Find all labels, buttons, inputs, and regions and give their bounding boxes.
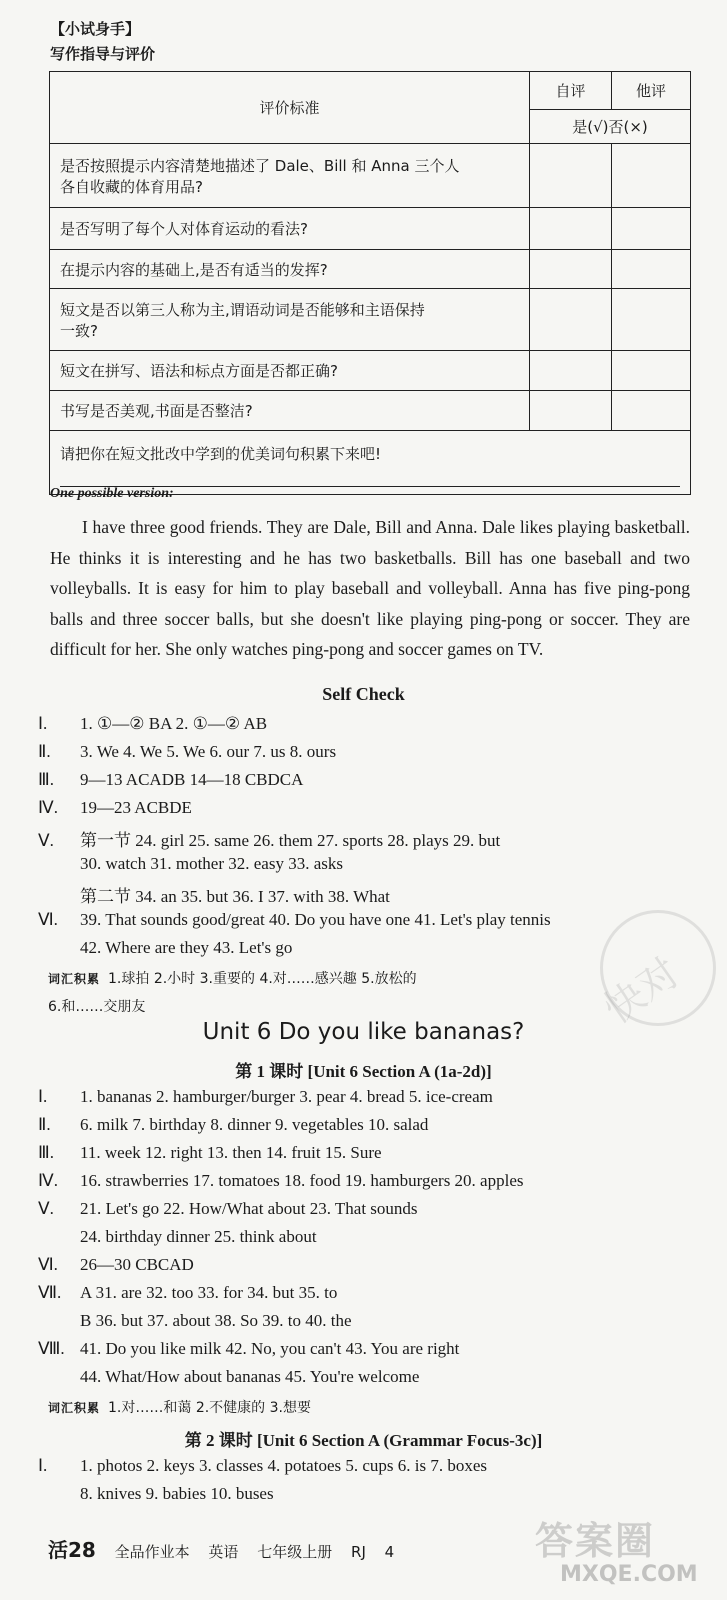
criterion-text: 各自收藏的体育用品?: [60, 177, 203, 196]
answer-row-continued: 44. What/How about bananas 45. You're welcome: [80, 1367, 420, 1386]
answer-text: 21. Let's go 22. How/What about 23. That sounds: [80, 1199, 418, 1218]
evaluation-table: [49, 71, 691, 495]
row-number: Ⅱ.: [38, 1115, 51, 1134]
self-eval-cell[interactable]: [530, 208, 612, 250]
answer-row: [38, 1171, 524, 1191]
section-label-writing-guide: 写作指导与评价: [50, 45, 156, 63]
self-eval-cell[interactable]: [530, 250, 612, 289]
answer-row-continued: 24. birthday dinner 25. think about: [80, 1227, 317, 1246]
answer-row: [38, 826, 500, 851]
answer-text: 9—13 ACADB 14—18 CBDCA: [80, 770, 304, 789]
watermark-logo: 答案圈: [535, 1519, 656, 1563]
answer-text: 1. ①—② BA 2. ①—② AB: [80, 714, 268, 733]
table-row: [50, 208, 691, 250]
grade-label: 七年级上册: [257, 1543, 333, 1561]
self-eval-header: 自评: [530, 72, 612, 110]
answer-text: 16. strawberries 17. tomatoes 18. food 19. hamburgers 20. apples: [80, 1171, 524, 1190]
answer-text: 3. We 4. We 5. We 6. our 7. us 8. ours: [80, 742, 337, 761]
peer-eval-cell[interactable]: [612, 391, 691, 431]
table-row: [50, 351, 691, 391]
answer-row: [38, 1115, 428, 1135]
row-number: Ⅵ.: [38, 910, 58, 929]
unit-title: Unit 6 Do you like bananas?: [202, 1019, 525, 1045]
peer-eval-cell[interactable]: [612, 208, 691, 250]
answer-row: [38, 1456, 487, 1476]
self-eval-cell[interactable]: [530, 391, 612, 431]
edition-label: RJ: [351, 1543, 366, 1561]
answer-row: [38, 742, 336, 762]
criterion-text: 是否写明了每个人对体育运动的看法?: [50, 208, 530, 250]
answer-row-continued: B 36. but 37. about 38. So 39. to 40. the: [80, 1311, 352, 1330]
table-row: [50, 391, 691, 431]
answer-row: [38, 770, 303, 790]
page-footer: [48, 1534, 408, 1563]
vocab-row-continued: 6.和……交朋友: [48, 999, 146, 1015]
criterion-text: 是否按照提示内容清楚地描述了 Dale、Bill 和 Anna 三个人: [60, 156, 460, 175]
self-eval-cell[interactable]: [530, 351, 612, 391]
table-row: [50, 144, 691, 208]
watermark-site: MXQE.COM: [560, 1562, 698, 1587]
answer-text: 26—30 CBCAD: [80, 1255, 194, 1274]
self-eval-cell[interactable]: [530, 289, 612, 351]
row-number: Ⅰ.: [38, 1087, 48, 1106]
answer-text: 41. Do you like milk 42. No, you can't 43. You are right: [80, 1339, 460, 1358]
criterion-text: 在提示内容的基础上,是否有适当的发挥?: [50, 250, 530, 289]
notes-prompt: 请把你在短文批改中学到的优美词句积累下来吧!: [60, 445, 382, 463]
answer-row: [38, 1087, 493, 1107]
row-number: Ⅷ.: [38, 1339, 65, 1358]
peer-eval-header: 他评: [612, 72, 691, 110]
row-number: Ⅵ.: [38, 1255, 58, 1274]
answer-row: [38, 798, 192, 818]
row-number: Ⅰ.: [38, 714, 48, 733]
answer-row: [38, 910, 551, 930]
notes-cell: [50, 431, 691, 495]
volume-number: 4: [384, 1543, 395, 1561]
peer-eval-cell[interactable]: [612, 250, 691, 289]
answer-row: [38, 714, 267, 734]
book-title: 全品作业本: [114, 1543, 190, 1561]
row-number: Ⅳ.: [38, 798, 58, 817]
answer-row-continued: 30. watch 31. mother 32. easy 33. asks: [80, 854, 343, 873]
row-number: Ⅶ.: [38, 1283, 62, 1302]
answer-text: 39. That sounds good/great 40. Do you have one 41. Let's play tennis: [80, 910, 551, 929]
lesson-title: 第 2 课时 [Unit 6 Section A (Grammar Focus-3c)]: [184, 1431, 543, 1450]
answer-text: 第一节 24. girl 25. same 26. them 27. sports 28. plays 29. but: [80, 831, 501, 850]
essay-label: One possible version:: [50, 486, 174, 501]
vocab-tag: 词汇积累: [48, 1401, 101, 1415]
peer-eval-cell[interactable]: [612, 289, 691, 351]
table-row: [50, 289, 691, 351]
lesson-title: 第 1 课时 [Unit 6 Section A (1a-2d)]: [235, 1062, 492, 1081]
answer-row: [38, 1199, 418, 1219]
row-number: Ⅲ.: [38, 770, 54, 789]
answer-row-continued: 42. Where are they 43. Let's go: [80, 938, 293, 957]
watermark-text: 快对: [596, 949, 688, 1034]
row-number: Ⅳ.: [38, 1171, 58, 1190]
answer-text: A 31. are 32. too 33. for 34. but 35. to: [80, 1283, 338, 1302]
row-number: Ⅴ.: [38, 831, 54, 850]
page-number: 活28: [48, 1538, 96, 1562]
answer-row: [38, 1283, 337, 1303]
criteria-header: 评价标准: [50, 72, 530, 144]
vocab-text: 1.球拍 2.小时 3.重要的 4.对……感兴趣 5.放松的: [108, 971, 417, 987]
answer-row-continued: 8. knives 9. babies 10. buses: [80, 1484, 274, 1503]
self-check-title: Self Check: [322, 684, 405, 704]
peer-eval-cell[interactable]: [612, 351, 691, 391]
criterion-text: 短文在拼写、语法和标点方面是否都正确?: [50, 351, 530, 391]
row-number: Ⅲ.: [38, 1143, 54, 1162]
answer-row: [38, 1255, 194, 1275]
answer-text: 11. week 12. right 13. then 14. fruit 15. Sure: [80, 1143, 382, 1162]
subject-label: 英语: [208, 1543, 239, 1561]
section-label-try: 【小试身手】: [50, 20, 141, 38]
answer-row-continued: 第二节 34. an 35. but 36. I 37. with 38. What: [80, 887, 390, 906]
answer-text: 1. bananas 2. hamburger/burger 3. pear 4. bread 5. ice-cream: [80, 1087, 493, 1106]
peer-eval-cell[interactable]: [612, 144, 691, 208]
answer-row: [38, 1339, 459, 1359]
vocab-row: [48, 968, 417, 988]
criterion-text: 书写是否美观,书面是否整洁?: [50, 391, 530, 431]
answer-text: 1. photos 2. keys 3. classes 4. potatoes 5. cups 6. is 7. boxes: [80, 1456, 488, 1475]
row-number: Ⅱ.: [38, 742, 51, 761]
table-row: [50, 250, 691, 289]
vocab-row: [48, 1397, 311, 1417]
sample-essay: I have three good friends. They are Dale, Bill and Anna. Dale likes playing basketball. He thinks it is interesting and he has two basketballs. Bill has one baseball and two volleyballs. It is easy for him to play baseball and volleyball. Anna has five ping-pong balls and three soccer balls, but she doesn't like playing ping-pong or soccer. They are difficult for her. She only watches ping-pong and soccer games on TV.: [50, 517, 690, 659]
row-number: Ⅰ.: [38, 1456, 48, 1475]
criterion-text: 一致?: [60, 321, 98, 340]
row-number: Ⅴ.: [38, 1199, 54, 1218]
answer-row: [38, 1143, 382, 1163]
answer-text: 19—23 ACBDE: [80, 798, 192, 817]
mark-legend: 是(√)否(×): [530, 110, 691, 144]
criterion-text: 短文是否以第三人称为主,谓语动词是否能够和主语保持: [60, 300, 425, 319]
vocab-tag: 词汇积累: [48, 972, 101, 986]
answer-text: 6. milk 7. birthday 8. dinner 9. vegetables 10. salad: [80, 1115, 429, 1134]
self-eval-cell[interactable]: [530, 144, 612, 208]
vocab-text: 1.对……和蔼 2.不健康的 3.想要: [108, 1400, 311, 1416]
